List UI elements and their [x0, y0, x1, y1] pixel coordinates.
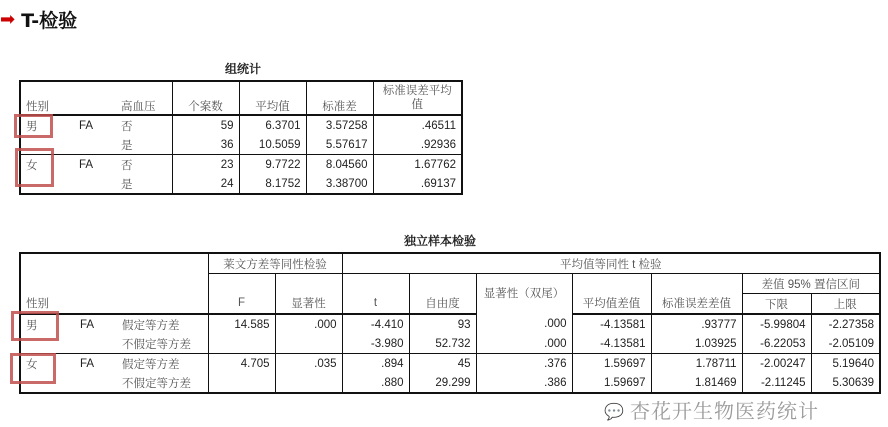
table-cell: 1.59697: [572, 354, 651, 374]
table-cell: .000: [476, 314, 572, 334]
table-cell: [75, 373, 117, 393]
arrow-icon: ➡: [0, 9, 16, 30]
table-cell: 否: [121, 120, 133, 133]
col-header: 高血压: [116, 81, 172, 115]
empty-cell: [651, 274, 742, 294]
col-header: 性别: [20, 294, 208, 315]
col-header: 标准误差平均值: [373, 81, 462, 115]
table-cell: 4.705: [208, 354, 275, 374]
table-row: [20, 334, 880, 354]
table-cell: .92936: [373, 135, 462, 155]
highlight-box: [10, 353, 56, 384]
table-cell: .46511: [373, 115, 462, 135]
table-cell: 3.57258: [306, 115, 373, 135]
independent-samples-table: [19, 252, 881, 394]
empty-cell: [208, 274, 275, 294]
table-cell: -3.980: [342, 334, 409, 354]
section-title: T-检验: [21, 10, 78, 32]
wechat-icon: 💬: [604, 402, 624, 421]
table-cell: .880: [342, 373, 409, 393]
table-cell: -2.05109: [811, 334, 880, 354]
table-row: [20, 373, 880, 393]
table-cell: 14.585: [208, 314, 275, 334]
table-row: [20, 115, 462, 135]
table-cell: .69137: [373, 174, 462, 194]
section-header: [0, 6, 77, 33]
group-stats-table: [19, 80, 463, 195]
table-cell: .376: [476, 354, 572, 374]
table-cell: -6.22053: [742, 334, 811, 354]
table-cell: 45: [409, 354, 476, 374]
col-header: 标准差: [306, 81, 373, 115]
ci-header: 差值 95% 置信区间: [742, 274, 880, 294]
highlight-box: [15, 148, 54, 187]
table-cell: FA: [80, 357, 95, 370]
col-header: 性别: [20, 81, 74, 115]
table-cell: [275, 334, 342, 354]
table-cell: 假定等方差: [122, 319, 180, 332]
table-cell: 6.3701: [239, 115, 306, 135]
table-cell: 24: [172, 174, 239, 194]
header-row-3: [20, 294, 880, 315]
watermark: 杏花开生物医药统计: [630, 399, 819, 423]
table-cell: -4.13581: [572, 334, 651, 354]
empty-cell: [275, 274, 342, 294]
table-cell: .000: [275, 314, 342, 334]
table-cell: 假定等方差: [122, 358, 180, 371]
header-row-2: [20, 274, 880, 294]
col-header: 下限: [742, 294, 811, 315]
levene-header: 莱文方差等同性检验: [208, 253, 342, 274]
ttest-header: 平均值等同性 t 检验: [342, 253, 880, 274]
table-cell: .93777: [651, 314, 742, 334]
table-cell: FA: [79, 119, 94, 132]
table-cell: FA: [80, 318, 95, 331]
ind-test-title: 独立样本检验: [403, 234, 477, 248]
col-header: 平均值差值: [572, 294, 651, 315]
table-cell: 5.30639: [811, 373, 880, 393]
group-stats-title: 组统计: [224, 62, 262, 76]
col-header: 上限: [811, 294, 880, 315]
table-cell: 9.7722: [239, 155, 306, 175]
table-cell: .386: [476, 373, 572, 393]
table-cell: 1.78711: [651, 354, 742, 374]
col-header: t: [342, 294, 409, 315]
table-cell: -2.11245: [742, 373, 811, 393]
empty-cell: [342, 274, 409, 294]
empty-cell: [74, 81, 116, 115]
empty-cell: [20, 274, 208, 294]
col-header: 显著性: [275, 294, 342, 315]
col-header: 个案数: [172, 81, 239, 115]
header-row: [20, 81, 462, 115]
col-header: 平均值: [239, 81, 306, 115]
table-cell: 23: [172, 155, 239, 175]
table-cell: [208, 334, 275, 354]
table-cell: -5.99804: [742, 314, 811, 334]
table-cell: 5.57617: [306, 135, 373, 155]
table-cell: .000: [476, 334, 572, 354]
table-cell: 不假定等方差: [122, 377, 191, 390]
table-cell: -4.13581: [572, 314, 651, 334]
table-cell: 1.03925: [651, 334, 742, 354]
table-cell: FA: [79, 158, 94, 171]
table-cell: 男: [26, 120, 38, 133]
table-cell: 8.1752: [239, 174, 306, 194]
table-cell: 男: [26, 319, 38, 332]
table-cell: 3.38700: [306, 174, 373, 194]
table-cell: [275, 373, 342, 393]
col-header: 显著性（双尾）: [476, 274, 572, 315]
table-cell: 36: [172, 135, 239, 155]
table-cell: 1.67762: [373, 155, 462, 175]
table-cell: 59: [172, 115, 239, 135]
table-cell: .894: [342, 354, 409, 374]
table-row: [20, 314, 880, 334]
table-cell: 是: [116, 135, 172, 155]
table-cell: 否: [121, 159, 133, 172]
table-row: [20, 174, 462, 194]
table-cell: [75, 334, 117, 354]
table-cell: 是: [121, 178, 133, 191]
table-cell: 52.732: [409, 334, 476, 354]
empty-cell: [409, 274, 476, 294]
table-cell: 8.04560: [306, 155, 373, 175]
table-cell: 1.59697: [572, 373, 651, 393]
header-row-1: [20, 253, 880, 274]
table-row: [20, 135, 462, 155]
table-cell: 5.19640: [811, 354, 880, 374]
empty-cell: [20, 253, 208, 274]
table-cell: 女: [26, 358, 38, 371]
table-cell: [74, 135, 116, 155]
col-header: 标准误差差值: [651, 294, 742, 315]
table-cell: 不假定等方差: [117, 334, 208, 354]
table-cell: -2.00247: [742, 354, 811, 374]
col-header: 自由度: [409, 294, 476, 315]
table-row: [20, 354, 880, 374]
empty-cell: [572, 274, 651, 294]
highlight-box: [14, 114, 53, 138]
table-cell: 1.81469: [651, 373, 742, 393]
col-header: F: [208, 294, 275, 315]
table-cell: -2.27358: [811, 314, 880, 334]
table-cell: 10.5059: [239, 135, 306, 155]
table-cell: 93: [409, 314, 476, 334]
table-row: [20, 155, 462, 175]
table-cell: [208, 373, 275, 393]
table-cell: .035: [275, 354, 342, 374]
table-cell: 29.299: [409, 373, 476, 393]
highlight-box: [11, 311, 59, 341]
table-cell: -4.410: [342, 314, 409, 334]
table-cell: [74, 174, 116, 194]
table-cell: 女: [26, 159, 38, 172]
